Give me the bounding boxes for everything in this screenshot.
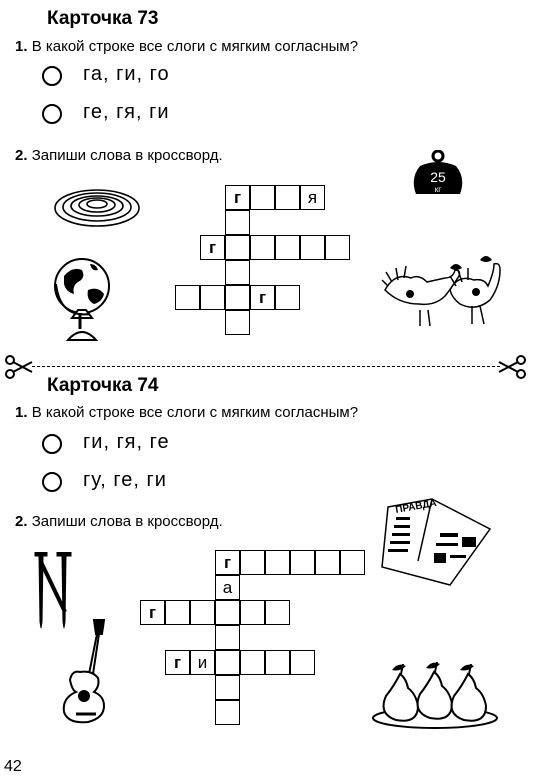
page-number: 42	[4, 758, 22, 775]
q2-number: 2.	[15, 147, 28, 164]
q1-text: В какой строке все слоги с мягким согласным?	[31, 38, 359, 55]
cw73-cell[interactable]	[225, 235, 250, 260]
cw74-cell[interactable]: а	[215, 575, 240, 600]
cw73-cell[interactable]: я	[300, 185, 325, 210]
cw74-cell[interactable]	[215, 650, 240, 675]
option-2-text: гу, ге, ги	[83, 469, 167, 491]
globe-icon	[50, 250, 114, 344]
cw74-cell[interactable]	[240, 650, 265, 675]
guitar-icon	[60, 618, 116, 726]
cw73-cell[interactable]	[225, 310, 250, 335]
pigeons-icon	[380, 250, 505, 335]
cw73-cell[interactable]: г	[225, 185, 250, 210]
cw73-cell[interactable]	[325, 235, 350, 260]
cw74-cell[interactable]	[240, 600, 265, 625]
cw73-cell[interactable]	[175, 285, 200, 310]
q1-number: 1.	[15, 404, 28, 421]
card73-question2	[15, 147, 223, 164]
card74-question2	[15, 513, 223, 530]
cw74-cell[interactable]	[340, 550, 365, 575]
q1-number: 1.	[15, 38, 28, 55]
q2-number: 2.	[15, 513, 28, 530]
cw73-cell[interactable]	[275, 185, 300, 210]
cw74-cell[interactable]	[265, 600, 290, 625]
weight-unit: кг	[434, 185, 442, 194]
cw74-cell[interactable]	[240, 550, 265, 575]
cw74-cell[interactable]: г	[165, 650, 190, 675]
cw74-cell[interactable]	[190, 600, 215, 625]
cw73-cell[interactable]	[300, 235, 325, 260]
scissors-icon	[4, 355, 34, 379]
card74-title: Карточка 74	[47, 375, 159, 396]
cw74-cell[interactable]: и	[190, 650, 215, 675]
q2-text: Запиши слова в кроссворд.	[31, 147, 223, 164]
cw74-cell[interactable]	[215, 675, 240, 700]
cw74-cell[interactable]	[165, 600, 190, 625]
card73-question1	[15, 38, 358, 55]
option-2-text: ге, гя, ги	[83, 101, 170, 123]
weight-icon	[412, 150, 464, 198]
q2-text: Запиши слова в кроссворд.	[31, 513, 223, 530]
radio-option-2[interactable]	[42, 472, 62, 492]
pears-icon	[370, 660, 500, 732]
cw73-cell[interactable]	[250, 185, 275, 210]
cw73-cell[interactable]	[275, 285, 300, 310]
cw74-cell[interactable]	[290, 650, 315, 675]
option-1-text: га, ги, го	[83, 63, 170, 85]
cw74-cell[interactable]	[215, 700, 240, 725]
cw73-cell[interactable]: г	[250, 285, 275, 310]
cut-line	[32, 366, 500, 367]
radio-option-1[interactable]	[42, 434, 62, 454]
scissors-icon	[497, 355, 527, 379]
cw73-cell[interactable]	[275, 235, 300, 260]
rings-icon	[52, 186, 142, 234]
newspaper-icon	[378, 497, 496, 589]
cw74-cell[interactable]: г	[140, 600, 165, 625]
cw73-cell[interactable]: г	[200, 235, 225, 260]
q1-text: В какой строке все слоги с мягким согласным?	[31, 404, 359, 421]
cw73-cell[interactable]	[200, 285, 225, 310]
cw74-cell[interactable]: г	[215, 550, 240, 575]
cw74-cell[interactable]	[315, 550, 340, 575]
cw74-cell[interactable]	[215, 625, 240, 650]
newspaper-title: ПРАВДА	[394, 497, 438, 516]
radio-option-1[interactable]	[42, 66, 62, 86]
cw74-cell[interactable]	[290, 550, 315, 575]
weight-label: 25	[430, 169, 446, 185]
card74-question1	[15, 404, 358, 421]
cw73-cell[interactable]	[225, 210, 250, 235]
option-1-text: ги, гя, ге	[83, 431, 170, 453]
cw73-cell[interactable]	[250, 235, 275, 260]
card73-title: Карточка 73	[47, 8, 159, 29]
cw73-cell[interactable]	[225, 260, 250, 285]
cw74-cell[interactable]	[215, 600, 240, 625]
radio-option-2[interactable]	[42, 104, 62, 124]
cw74-cell[interactable]	[265, 550, 290, 575]
cw74-cell[interactable]	[265, 650, 290, 675]
cw73-cell[interactable]	[225, 285, 250, 310]
